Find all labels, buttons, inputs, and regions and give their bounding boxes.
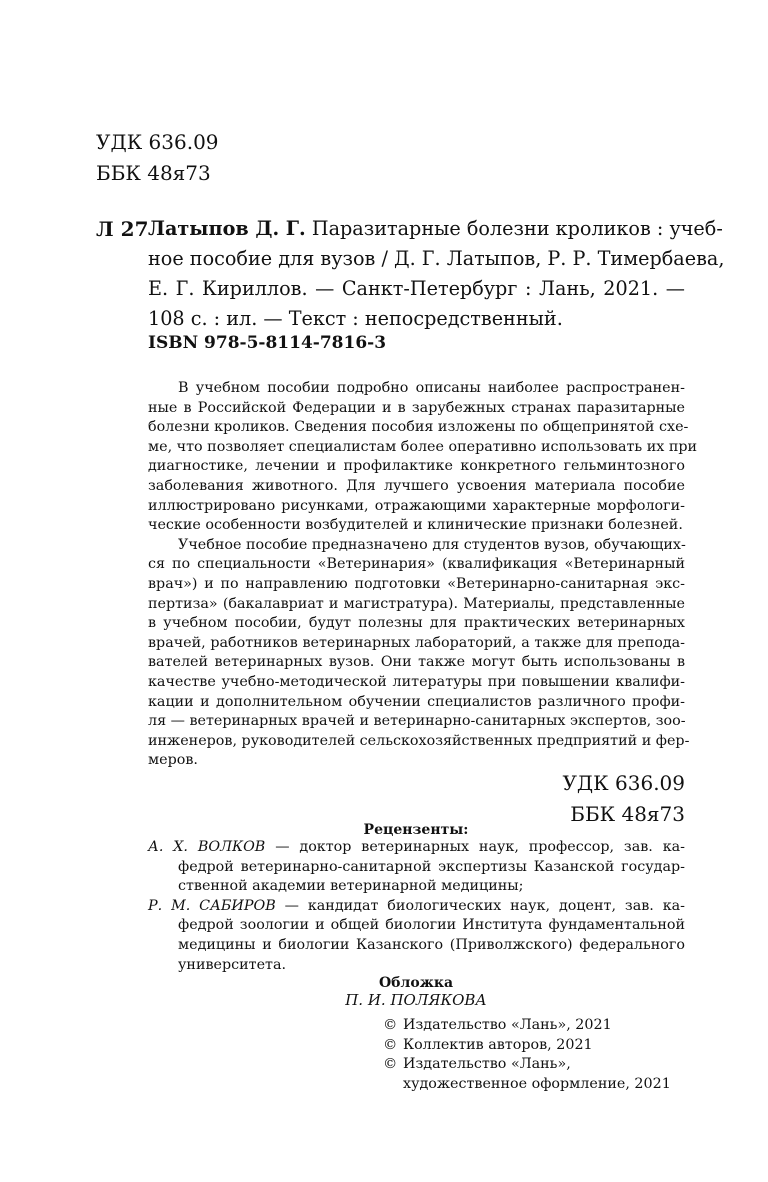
copyright-icon: © [383,1036,398,1053]
copyright-notices [383,1016,671,1094]
abstract-line: ме, что позволяет специалистам более оперативно использовать их при [148,438,698,455]
udk-code: УДК 636.09 [562,771,685,795]
abstract [148,379,698,771]
bibliographic-citation [148,214,725,334]
copyright-icon: © [383,1056,398,1073]
abstract-line: врачей, работников ветеринарных лабораторий, а также для препода- [148,634,685,651]
reviewer-line: медицины и биологии Казанского (Приволжского) федерального [178,936,685,953]
reviewer-line: университета. [178,956,287,973]
reviewer-line: федрой ветеринарно-санитарной экспертизы Казанской государ- [178,858,685,875]
reviewers-list [148,838,685,975]
bbk-code: ББК 48я73 [570,802,685,826]
abstract-line: кации и дополнительном обучении специалистов различного профи- [148,693,685,710]
abstract-line: меров. [148,752,198,769]
abstract-line: Учебное пособие предназначено для студентов вузов, обучающих- [178,536,686,553]
abstract-line: качестве учебно-методической литературы при повышении квалифи- [148,673,685,690]
abstract-line: ся по специальности «Ветеринария» (квалификация «Ветеринарный [148,556,685,573]
isbn: ISBN 978-5-8114-7816-3 [148,333,387,353]
copyright-text-continuation: художественное оформление, 2021 [403,1075,671,1092]
citation-line: Паразитарные болезни кроликов : учеб- [311,217,723,240]
abstract-line: В учебном пособии подробно описаны наиболее распространен- [178,380,685,396]
citation-line: ное пособие для вузов / Д. Г. Латыпов, Р. Р. Тимербаева, [148,247,725,270]
copyright-text: Коллектив авторов, 2021 [403,1036,593,1053]
copyright-icon: © [383,1017,398,1033]
copyright-text: Издательство «Лань», [403,1056,571,1073]
reviewer-line: — кандидат биологических наук, доцент, зав. ка- [275,897,686,914]
reviewer-line: — доктор ветеринарных наук, профессор, зав. ка- [265,839,685,855]
abstract-line: в учебном пособии, будут полезны для практических ветеринарных [148,615,685,632]
cover-artist: П. И. ПОЛЯКОВА [345,991,487,1009]
abstract-line: ческие особенности возбудителей и клинические признаки болезней. [148,517,683,534]
abstract-line: вателей ветеринарных вузов. Они также могут быть использованы в [148,654,685,671]
cover-heading: Обложка [378,975,454,991]
citation-author: Латыпов Д. Г. [148,217,306,240]
abstract-line: иллюстрировано рисунками, отражающими характерные морфологи- [148,497,685,514]
author-sign: Л 27 [96,217,149,241]
citation-line: Е. Г. Кириллов. — Санкт-Петербург : Лань, 2021. — [148,277,685,300]
classification-codes-top [96,127,219,189]
udk-code: УДК 636.09 [96,130,219,154]
abstract-line: инженеров, руководителей сельскохозяйственных предприятий и фер- [148,732,690,749]
abstract-line: пертиза» (бакалавриат и магистратура). Материалы, представленные [148,595,685,612]
abstract-line: заболевания животного. Для лучшего усвоения материала пособие [148,477,685,494]
reviewer-name: А. Х. ВОЛКОВ [148,839,266,855]
reviewer-line: федрой зоологии и общей биологии Института фундаментальной [178,917,685,934]
abstract-line: врач») и по направлению подготовки «Ветеринарно-санитарная экс- [148,575,685,592]
copyright-row [383,1016,671,1036]
abstract-line: ные в Российской Федерации и в зарубежных странах паразитарные [148,399,685,416]
copyright-text: Издательство «Лань», 2021 [403,1017,612,1033]
abstract-line: ля — ветеринарных врачей и ветеринарно-санитарных экспертов, зоо- [148,713,686,730]
reviewers-heading: Рецензенты: [363,822,469,838]
classification-codes-bottom [562,768,685,830]
reviewer-line: ственной академии ветеринарной медицины; [178,878,524,895]
citation-line: 108 с. : ил. — Текст : непосредственный. [148,307,563,330]
copyright-row [383,1036,671,1056]
reviewer-name: Р. М. САБИРОВ [148,897,276,914]
bbk-code: ББК 48я73 [96,161,211,185]
abstract-line: болезни кроликов. Сведения пособия изложены по общепринятой схе- [148,419,689,436]
abstract-line: диагностике, лечении и профилактике конкретного гельминтозного [148,458,685,475]
copyright-row [383,1055,671,1075]
